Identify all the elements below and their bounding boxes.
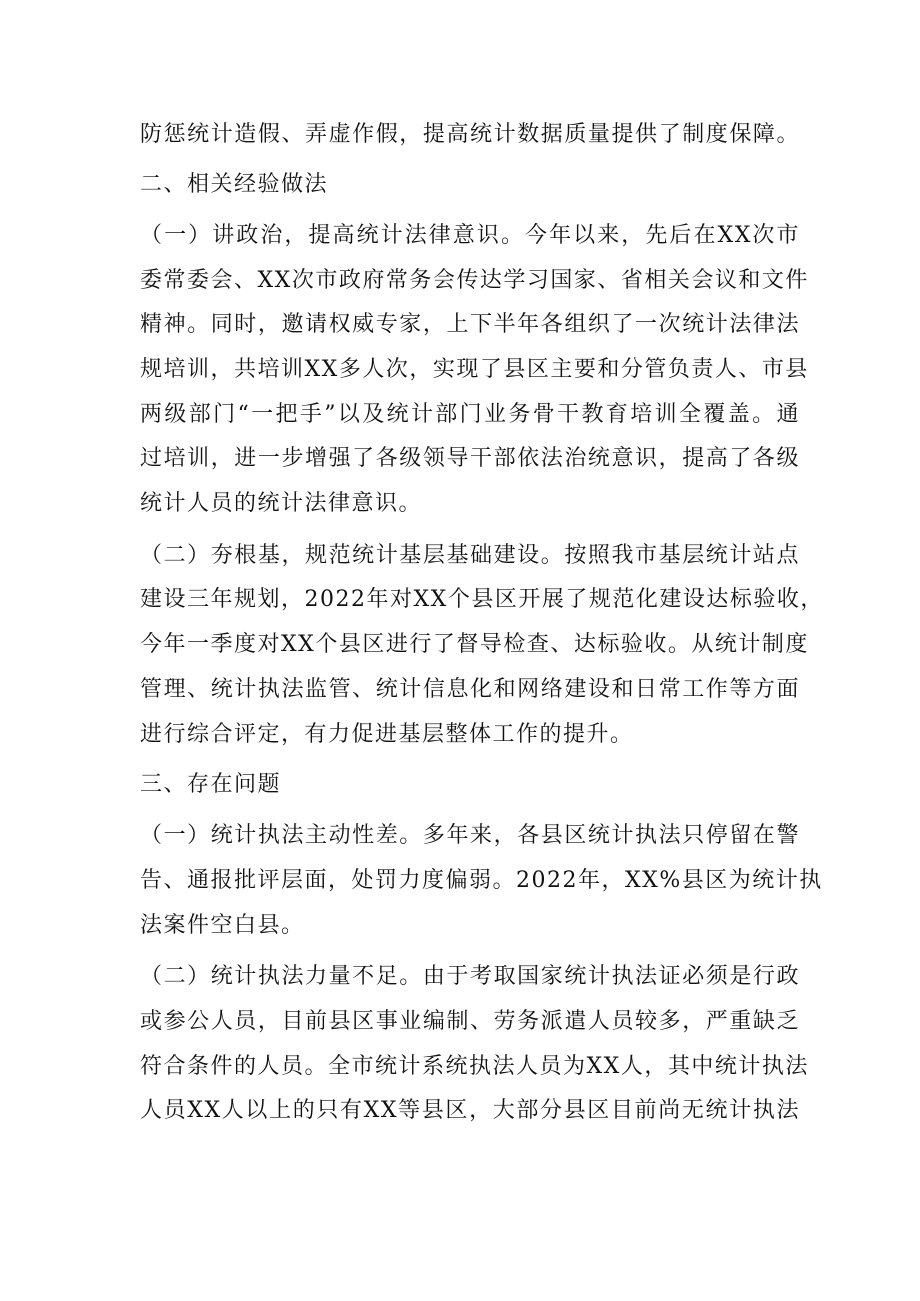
- text-line-17: 告、通报批评层面，处罚力度偏弱。2022年，XX%县区为统计执: [140, 868, 823, 893]
- text-line-3: （一）讲政治，提高统计法律意识。今年以来，先后在XX次市: [140, 223, 800, 248]
- text-line-16: （一）统计执法主动性差。多年来，各县区统计执法只停留在警: [140, 823, 800, 848]
- text-line-7: 两级部门“一把手”以及统计部门业务骨干教育培训全覆盖。通: [140, 402, 800, 427]
- text-line-4: 委常委会、XX次市政府常务会传达学习国家、省相关会议和文件: [140, 268, 809, 293]
- text-line-9: 统计人员的统计法律意识。: [140, 491, 423, 516]
- text-line-8: 过培训，进一步增强了各级领导干部依法治统意识，提高了各级: [140, 446, 800, 471]
- text-line-5: 精神。同时，邀请权威专家，上下半年各组织了一次统计法律法: [140, 312, 800, 337]
- text-line-21: 符合条件的人员。全市统计系统执法人员为XX人，其中统计执法: [140, 1054, 809, 1079]
- section-heading-3: 三、存在问题: [140, 772, 282, 797]
- text-line-10: （二）夯根基，规范统计基层基础建设。按照我市基层统计站点: [140, 543, 800, 568]
- text-line-12: 今年一季度对XX个县区进行了督导检查、达标验收。从统计制度: [140, 632, 809, 657]
- text-line-6: 规培训，共培训XX多人次，实现了县区主要和分管负责人、市县: [140, 357, 809, 382]
- text-line-20: 或参公人员，目前县区事业编制、劳务派遣人员较多，严重缺乏: [140, 1009, 800, 1034]
- text-line-11: 建设三年规划，2022年对XX个县区开展了规范化建设达标验收，: [140, 587, 824, 612]
- text-line-22: 人员XX人以上的只有XX等县区，大部分县区目前尚无统计执法: [140, 1098, 800, 1123]
- section-heading-2: 二、相关经验做法: [140, 172, 329, 197]
- text-line-13: 管理、统计执法监管、统计信息化和网络建设和日常工作等方面: [140, 677, 800, 702]
- text-line-19: （二）统计执法力量不足。由于考取国家统计执法证必须是行政: [140, 964, 800, 989]
- text-line-14: 进行综合评定，有力促进基层整体工作的提升。: [140, 722, 634, 747]
- text-line-18: 法案件空白县。: [140, 913, 305, 938]
- text-line-1: 防惩统计造假、弄虚作假，提高统计数据质量提供了制度保障。: [140, 122, 800, 147]
